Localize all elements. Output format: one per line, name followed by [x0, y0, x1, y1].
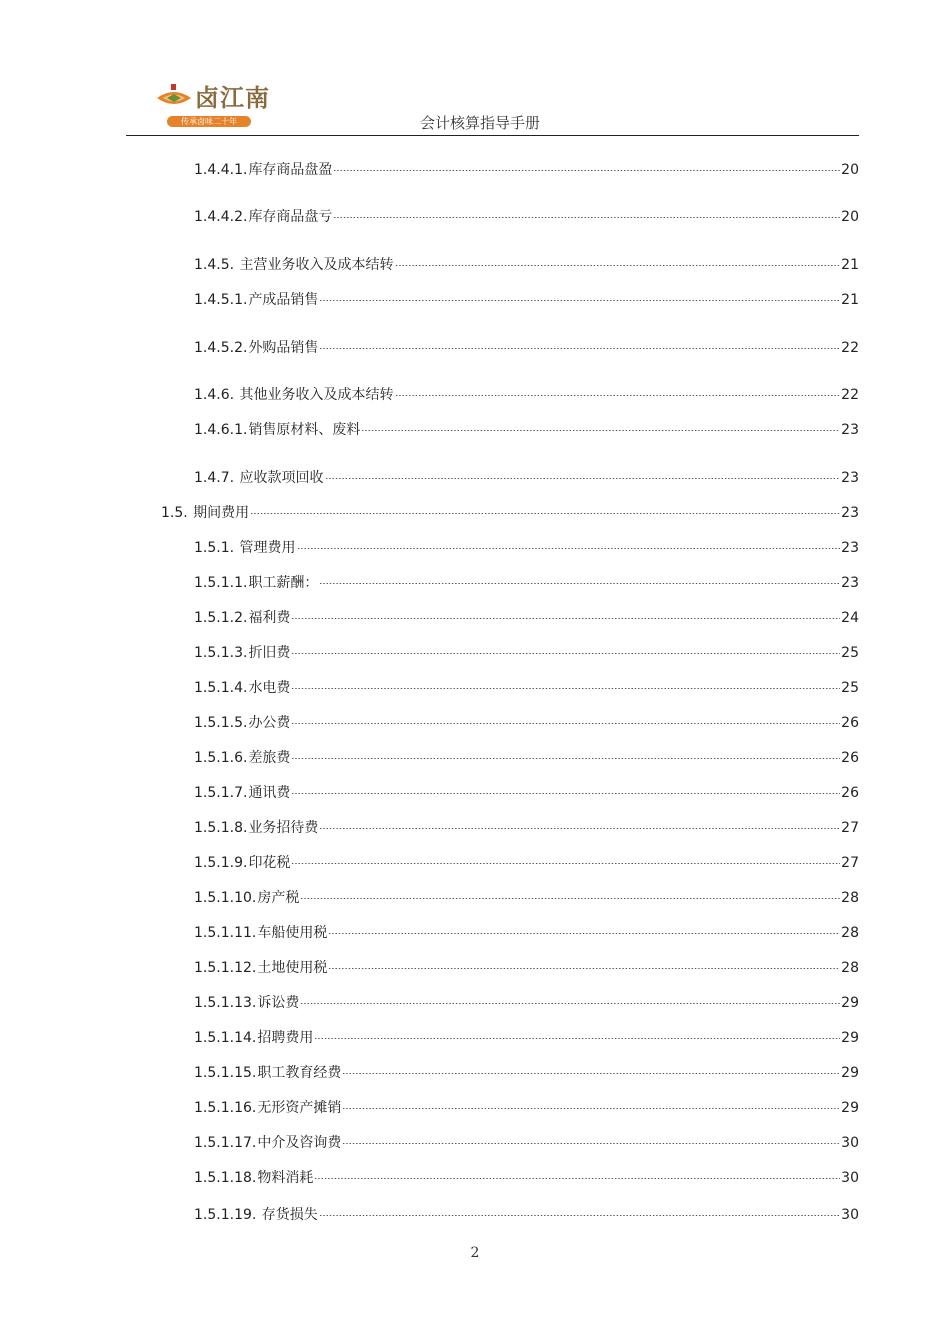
- toc-leader-dots: [342, 1108, 840, 1109]
- toc-entry-number: 1.4.6.1.: [194, 422, 248, 438]
- toc-entry-number: 1.5.1.6.: [194, 750, 248, 766]
- toc-entry-title: 福利费: [248, 610, 291, 626]
- toc-entry-title: 无形资产摊销: [257, 1100, 342, 1116]
- toc-entry-page: 25: [841, 680, 859, 696]
- toc-leader-dots: [395, 265, 841, 266]
- toc-leader-dots: [291, 758, 840, 759]
- toc-entry-title: 业务招待费: [248, 820, 319, 836]
- toc-entry-title: 应收款项回收: [235, 470, 324, 486]
- toc-entry[interactable]: [194, 385, 859, 405]
- logo-slogan: 传承卤味二十年: [167, 116, 251, 127]
- header-divider: [126, 135, 859, 136]
- toc-entry-number: 1.5.1.9.: [194, 855, 248, 871]
- toc-entry-title: 存货损失: [257, 1207, 318, 1223]
- toc-entry[interactable]: [194, 818, 859, 838]
- toc-leader-dots: [291, 793, 840, 794]
- toc-entry-number: 1.5.1.1.: [194, 575, 248, 591]
- toc-entry-title: 期间费用: [188, 505, 250, 521]
- toc-entry[interactable]: [194, 1063, 859, 1083]
- toc-entry[interactable]: [194, 160, 859, 180]
- toc-entry-page: 20: [841, 162, 859, 178]
- toc-entry[interactable]: [194, 608, 859, 628]
- toc-leader-dots: [300, 898, 840, 899]
- toc-entry-page: 22: [841, 387, 859, 403]
- toc-leader-dots: [319, 300, 840, 301]
- toc-entry[interactable]: [194, 207, 859, 227]
- toc-leader-dots: [319, 1215, 840, 1216]
- toc-entry-page: 22: [841, 340, 859, 356]
- toc-leader-dots: [250, 513, 840, 514]
- document-title: 会计核算指导手册: [420, 114, 541, 132]
- toc-entry-page: 24: [841, 610, 859, 626]
- toc-entry-number: 1.5.1.16.: [194, 1100, 257, 1116]
- toc-entry-page: 23: [841, 470, 859, 486]
- toc-entry-number: 1.5.1.5.: [194, 715, 248, 731]
- toc-entry-page: 28: [841, 925, 859, 941]
- toc-entry-page: 23: [841, 575, 859, 591]
- toc-entry-title: 诉讼费: [257, 995, 300, 1011]
- toc-entry-title: 车船使用税: [257, 925, 328, 941]
- toc-entry-number: 1.5.1.18.: [194, 1170, 257, 1186]
- toc-entry-page: 25: [841, 645, 859, 661]
- toc-entry[interactable]: [194, 1168, 859, 1188]
- toc-entry-number: 1.4.4.1.: [194, 162, 248, 178]
- toc-entry-title: 库存商品盘盈: [248, 162, 333, 178]
- toc-entry-title: 通讯费: [248, 785, 291, 801]
- toc-entry[interactable]: [194, 713, 859, 733]
- toc-entry-title: 房产税: [257, 890, 300, 906]
- toc-entry-title: 产成品销售: [248, 292, 319, 308]
- toc-leader-dots: [319, 583, 840, 584]
- toc-entry-page: 26: [841, 785, 859, 801]
- toc-entry[interactable]: [194, 1098, 859, 1118]
- toc-entry-number: 1.5.1.19.: [194, 1207, 257, 1223]
- toc-entry-number: 1.5.1.: [194, 540, 235, 556]
- toc-entry-number: 1.5.1.13.: [194, 995, 257, 1011]
- toc-leader-dots: [361, 430, 840, 431]
- toc-entry[interactable]: [194, 1205, 859, 1225]
- toc-entry[interactable]: [194, 678, 859, 698]
- toc-entry-number: 1.5.1.17.: [194, 1135, 257, 1151]
- toc-entry-number: 1.4.5.1.: [194, 292, 248, 308]
- toc-entry[interactable]: [194, 538, 859, 558]
- toc-entry-number: 1.5.1.15.: [194, 1065, 257, 1081]
- toc-entry-title: 招聘费用: [257, 1030, 314, 1046]
- toc-entry-title: 土地使用税: [257, 960, 328, 976]
- toc-entry[interactable]: [194, 338, 859, 358]
- toc-entry-page: 29: [841, 1065, 859, 1081]
- toc-entry-number: 1.5.1.4.: [194, 680, 248, 696]
- toc-leader-dots: [291, 723, 840, 724]
- toc-entry-page: 29: [841, 995, 859, 1011]
- toc-entry-page: 29: [841, 1100, 859, 1116]
- page-number: 2: [470, 1245, 480, 1261]
- logo-emblem-icon: [155, 84, 193, 114]
- toc-leader-dots: [314, 1038, 840, 1039]
- company-logo: [155, 78, 270, 130]
- toc-entry-number: 1.5.1.14.: [194, 1030, 257, 1046]
- toc-leader-dots: [325, 478, 841, 479]
- toc-entry-number: 1.5.1.7.: [194, 785, 248, 801]
- toc-entry-title: 外购品销售: [248, 340, 319, 356]
- toc-entry-number: 1.4.4.2.: [194, 209, 248, 225]
- toc-entry-title: 库存商品盘亏: [248, 209, 333, 225]
- toc-entry-page: 23: [841, 540, 859, 556]
- toc-entry-number: 1.5.: [161, 505, 188, 521]
- toc-entry[interactable]: [194, 993, 859, 1013]
- toc-entry-number: 1.5.1.8.: [194, 820, 248, 836]
- toc-entry[interactable]: [194, 783, 859, 803]
- toc-entry-title: 主营业务收入及成本结转: [235, 257, 394, 273]
- toc-entry-page: 26: [841, 750, 859, 766]
- toc-entry[interactable]: [194, 1028, 859, 1048]
- toc-entry[interactable]: [194, 853, 859, 873]
- toc-entry-number: 1.5.1.11.: [194, 925, 257, 941]
- toc-entry-page: 26: [841, 715, 859, 731]
- toc-entry-page: 23: [841, 505, 859, 521]
- toc-entry-page: 30: [841, 1170, 859, 1186]
- toc-entry-title: 职工教育经费: [257, 1065, 342, 1081]
- toc-leader-dots: [291, 688, 840, 689]
- toc-entry[interactable]: [194, 643, 859, 663]
- toc-entry-page: 23: [841, 422, 859, 438]
- toc-entry-title: 折旧费: [248, 645, 291, 661]
- toc-entry-page: 21: [841, 257, 859, 273]
- toc-entry[interactable]: [194, 255, 859, 275]
- logo-text: 卤江南: [195, 84, 270, 112]
- toc-entry-number: 1.4.6.: [194, 387, 235, 403]
- toc-entry[interactable]: [194, 468, 859, 488]
- toc-entry[interactable]: [194, 290, 859, 310]
- toc-leader-dots: [319, 828, 840, 829]
- toc-leader-dots: [395, 395, 841, 396]
- toc-entry[interactable]: [194, 888, 859, 908]
- toc-entry-title: 差旅费: [248, 750, 291, 766]
- toc-entry-title: 其他业务收入及成本结转: [235, 387, 394, 403]
- toc-entry-title: 管理费用: [235, 540, 296, 556]
- toc-entry-number: 1.5.1.12.: [194, 960, 257, 976]
- toc-entry-number: 1.5.1.10.: [194, 890, 257, 906]
- toc-entry[interactable]: [194, 748, 859, 768]
- toc-leader-dots: [291, 653, 840, 654]
- toc-leader-dots: [342, 1143, 840, 1144]
- toc-entry-page: 21: [841, 292, 859, 308]
- toc-entry-title: 销售原材料、废料: [248, 422, 361, 438]
- toc-entry-page: 28: [841, 960, 859, 976]
- toc-leader-dots: [314, 1178, 840, 1179]
- toc-entry-number: 1.5.1.3.: [194, 645, 248, 661]
- toc-leader-dots: [291, 863, 840, 864]
- toc-entry-title: 办公费: [248, 715, 291, 731]
- toc-leader-dots: [342, 1073, 840, 1074]
- toc-entry-number: 1.5.1.2.: [194, 610, 248, 626]
- toc-entry-title: 中介及咨询费: [257, 1135, 342, 1151]
- toc-entry[interactable]: [194, 420, 859, 440]
- toc-entry-title: 物料消耗: [257, 1170, 314, 1186]
- toc-entry-number: 1.4.5.: [194, 257, 235, 273]
- toc-entry-page: 29: [841, 1030, 859, 1046]
- toc-entry-page: 28: [841, 890, 859, 906]
- toc-leader-dots: [333, 170, 840, 171]
- toc-entry-title: 职工薪酬：: [248, 575, 319, 591]
- toc-entry-page: 27: [841, 855, 859, 871]
- toc-entry-page: 30: [841, 1135, 859, 1151]
- toc-entry[interactable]: [161, 503, 859, 523]
- toc-entry-page: 27: [841, 820, 859, 836]
- toc-entry[interactable]: [194, 958, 859, 978]
- toc-entry-number: 1.4.5.2.: [194, 340, 248, 356]
- toc-leader-dots: [297, 548, 841, 549]
- toc-leader-dots: [328, 933, 840, 934]
- toc-entry-title: 水电费: [248, 680, 291, 696]
- toc-leader-dots: [319, 348, 840, 349]
- toc-entry[interactable]: [194, 1133, 859, 1153]
- toc-entry-number: 1.4.7.: [194, 470, 235, 486]
- toc-leader-dots: [328, 968, 840, 969]
- toc-leader-dots: [333, 217, 840, 218]
- toc-entry[interactable]: [194, 923, 859, 943]
- toc-entry-page: 30: [841, 1207, 859, 1223]
- toc-entry[interactable]: [194, 573, 859, 593]
- toc-leader-dots: [300, 1003, 840, 1004]
- toc-leader-dots: [291, 618, 840, 619]
- toc-entry-page: 20: [841, 209, 859, 225]
- toc-entry-title: 印花税: [248, 855, 291, 871]
